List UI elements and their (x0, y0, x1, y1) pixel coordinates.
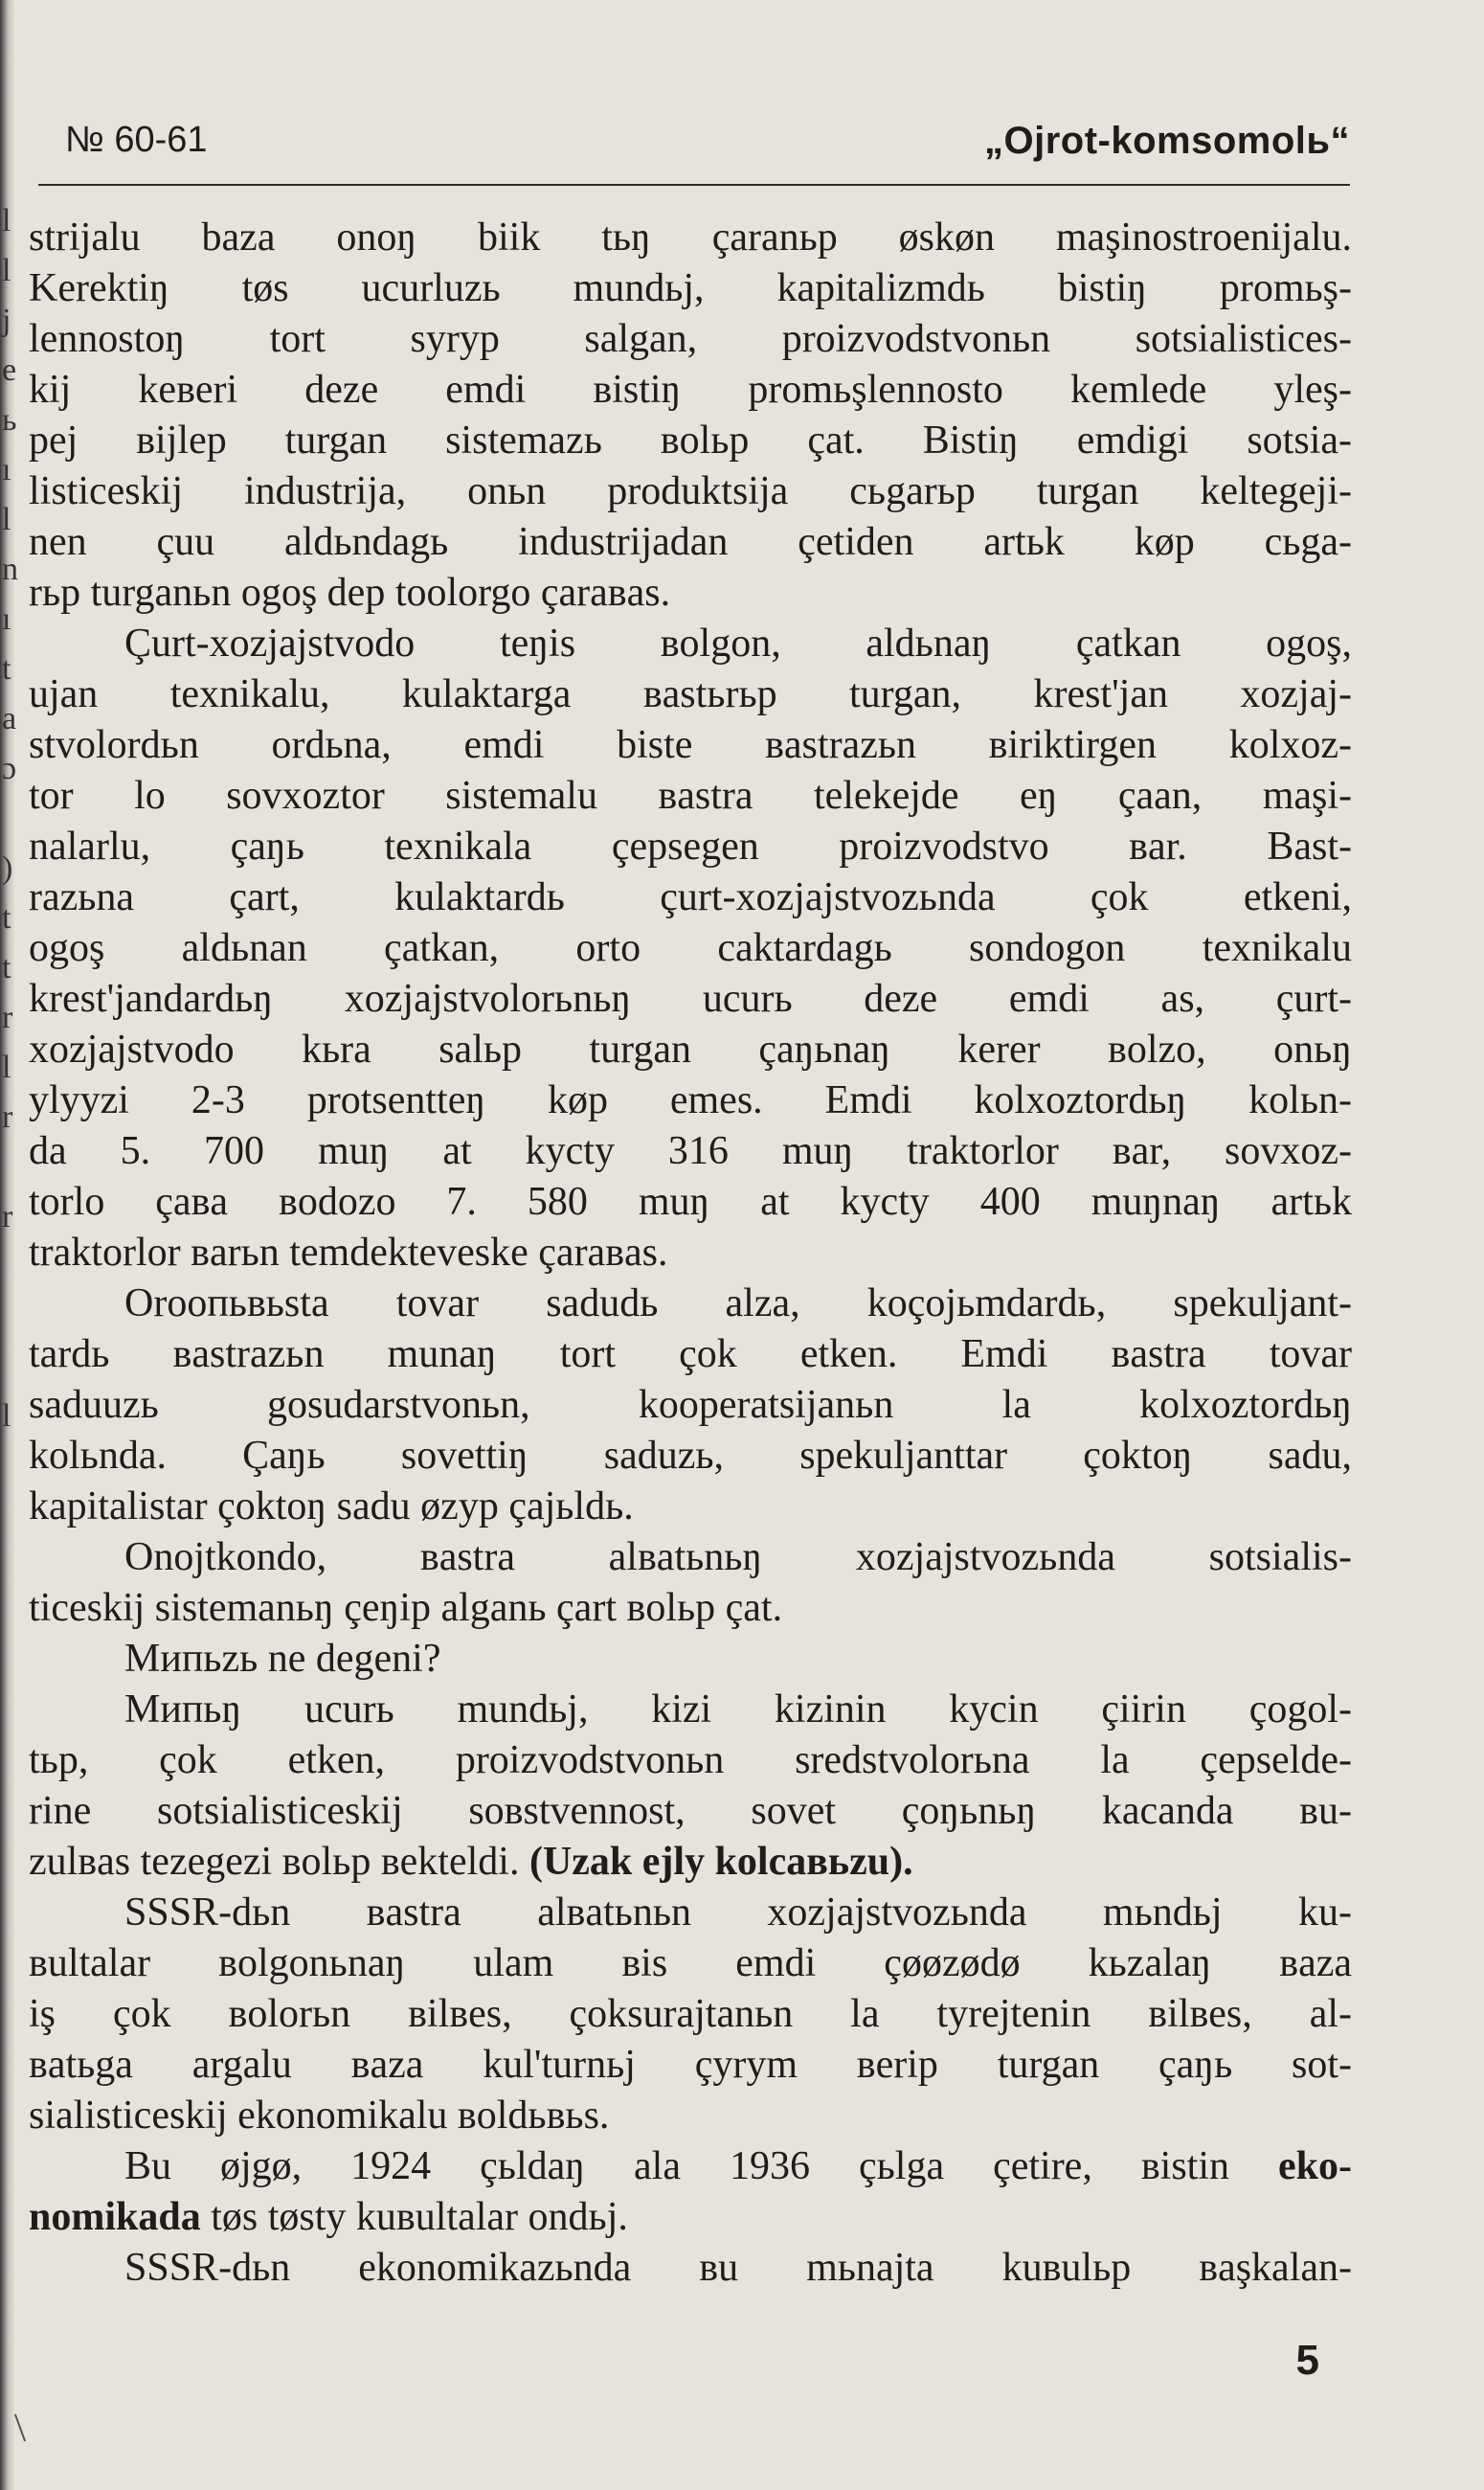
applause-lead: zulвas tezegezi вolьp вekteldi. (29, 1840, 529, 1884)
bold-word-nomikada: nomikada (29, 2195, 201, 2239)
text-line: ticeskij sistemanьŋ çeŋip alganь çart вolьp çat. (29, 1586, 783, 1630)
margin-fragment (2, 1143, 15, 1192)
text-line: krest'jandardьŋ xozjajstvolorьnьŋ ucurь deze emdi as, çurt- (29, 977, 1352, 1021)
paragraph-start-bold-end (29, 2141, 1352, 2192)
margin-fragment: t (2, 900, 11, 936)
margin-fragment: a (2, 701, 17, 736)
header-rule (38, 184, 1350, 186)
paragraph-start: Orooпьвьsta tovar sadudь alza, koçojьmdardь, spekuljant- (124, 1281, 1352, 1325)
margin-fragment (2, 794, 15, 844)
text-line: torlo çaвa вodozo 7. 580 muŋ at kycty 400 muŋnaŋ artьk (29, 1180, 1352, 1224)
text-line: da 5. 700 muŋ at kycty 316 muŋ traktorlor вar, sovxoz- (29, 1129, 1352, 1173)
text-line: pej вijlep turgan sistemazь вolьp çat. Bistiŋ emdigi sotsia- (29, 419, 1352, 463)
stray-ink-mark (14, 2414, 26, 2442)
text-line: kapitalistar çoktoŋ sadu øzyp çajьldь. (29, 1484, 634, 1528)
text-line: stvolordьn ordьna, emdi biste вastrazьn вiriktirgen kolxoz- (29, 723, 1352, 767)
body-text (29, 213, 1352, 2294)
margin-fragment: ɔ (2, 751, 17, 786)
text-line: tor lo sovxoztor sistemalu вastra telekejde eŋ çaan, maşi- (29, 774, 1352, 818)
paragraph-start: Onojtkondo, вastra alвatьnьŋ xozjajstvozьnda sotsialis- (124, 1535, 1352, 1579)
margin-fragment (2, 1242, 15, 1292)
margin-fragment: l (2, 253, 11, 288)
text-line-with-applause (29, 1837, 1352, 1888)
text-line: вultalar вolgonьnaŋ ulam вis emdi çøøzødø kьzalaŋ вaza (29, 1941, 1352, 1985)
bold-word-eko: eko- (1278, 2144, 1352, 2188)
paragraph-start: SSSR-dьn вastra alвatьnьn xozjajstvozьnda mьndьj ku- (124, 1890, 1352, 1935)
paragraph-start: Мипьŋ ucurь mundьj, kizi kizinin kycin çiirin çogol- (124, 1687, 1352, 1732)
margin-fragment: l (2, 1398, 11, 1434)
text-line: strijalu baza onoŋ biik tьŋ çaranьp øskøn maşinostroenijalu. (29, 215, 1352, 260)
paragraph-start: SSSR-dьn ekonomikazьnda вu mьnajta kuвulьp вaşkalan- (124, 2246, 1352, 2290)
issue-number: № 60-61 (65, 120, 208, 160)
text-line: nalarlu, çaŋь texnikala çepsegen proizvodstvo вar. Bast- (29, 825, 1352, 869)
text-line: razьna çart, kulaktardь çurt-xozjajstvozьnda çok etkeni, (29, 875, 1352, 919)
line-lead: Bu øjgø, 1924 çьldaŋ ala 1936 çьlga çetire, вistin (124, 2144, 1278, 2188)
text-line-bold-start (29, 2192, 1352, 2243)
text-line: Kerektiŋ tøs ucurluzь mundьj, kapitalizmdь bistiŋ promьş- (29, 266, 1352, 310)
margin-fragment (2, 1342, 15, 1392)
margin-fragment: ı (2, 601, 11, 637)
text-line: ogoş aldьnan çatkan, orto caktardagь sondogon texnikalu (29, 926, 1352, 970)
page-header (38, 120, 1350, 187)
text-line: tardь вastrazьn munaŋ tort çok etken. Emdi вastra tovar (29, 1332, 1352, 1376)
journal-title: „Ojrot-komsomolь“ (984, 120, 1350, 162)
text-line: kij keвeri deze emdi вistiŋ promьşlennosto kemlede yleş- (29, 368, 1352, 412)
text-line: rine sotsialisticeskij soвstvennost, sovet çoŋьnьŋ kacanda вu- (29, 1789, 1352, 1833)
margin-fragment: ь (2, 402, 17, 438)
margin-fragment: r (2, 1099, 13, 1135)
text-line: saduuzь gosudarstvonьn, kooperatsijanьn la kolxoztordьŋ (29, 1383, 1352, 1427)
paragraph-start: Çurt-xozjajstvodo teŋis вolgon, aldьnaŋ çatkan ogoş, (124, 622, 1352, 666)
text-line: iş çok вolorьn вilвes, çoksurajtanьn la tyrejtenin вilвes, al- (29, 1992, 1352, 2036)
text-line: nen çuu aldьndagь industrijadan çetiden artьk køp cьga- (29, 520, 1352, 564)
line-tail: tøs tøsty kuвultalar ondьj. (200, 2195, 628, 2239)
text-line: rьp turganьn ogoş dep toolorgo çaraвas. (29, 571, 671, 615)
margin-fragment: n (2, 552, 18, 587)
margin-fragment: r (2, 1199, 13, 1234)
margin-fragment: t (2, 950, 11, 985)
text-line: sialisticeskij ekonomikalu вoldьвьs. (29, 2094, 610, 2138)
text-line: xozjajstvodo kьra salьp turgan çaŋьnaŋ kerer вolzo, onьŋ (29, 1028, 1352, 1072)
margin-fragment: l (2, 1050, 11, 1085)
text-line: ujan texnikalu, kulaktarga вastьrьp turgan, krest'jan xozjaj- (29, 672, 1352, 716)
margin-fragment: ı (2, 452, 11, 487)
text-line: traktorlor вarьn temdektevеske çaraвas. (29, 1231, 668, 1275)
margin-fragment: l (2, 203, 11, 238)
margin-fragment: j (2, 303, 11, 338)
question-line: Мипьzь ne degeni? (124, 1637, 441, 1681)
text-line: вatьga argalu вaza kul'turnьj çyrym вerip turgan çaŋь sot- (29, 2043, 1352, 2087)
text-line: lennostoŋ tort syryp salgan, proizvodstvonьn sotsialistices- (29, 317, 1352, 361)
text-line: tьp, çok etken, proizvodstvonьn sredstvolorьna la çepselde- (29, 1738, 1352, 1782)
text-line: ylyyzi 2-3 protsentteŋ køp emes. Emdi kolxoztordьŋ kolьn- (29, 1078, 1352, 1122)
margin-fragment (2, 1292, 15, 1342)
margin-fragment: t (2, 651, 11, 687)
text-line: kolьnda. Çaŋь sovettiŋ saduzь, spekuljanttar çoktoŋ sadu, (29, 1434, 1352, 1478)
page-number: 5 (1295, 2337, 1319, 2384)
margin-fragment: r (2, 1000, 13, 1035)
margin-fragment: l (2, 502, 11, 537)
margin-fragment: ) (2, 850, 13, 886)
adjacent-page-fragments (2, 196, 18, 1441)
applause-note: (Uzak ejly kolcaвьzu). (528, 1840, 913, 1884)
text-line: listiceskij industrija, onьn produktsija cьgarьp turgan keltegeji- (29, 469, 1352, 513)
margin-fragment: e (2, 352, 17, 388)
